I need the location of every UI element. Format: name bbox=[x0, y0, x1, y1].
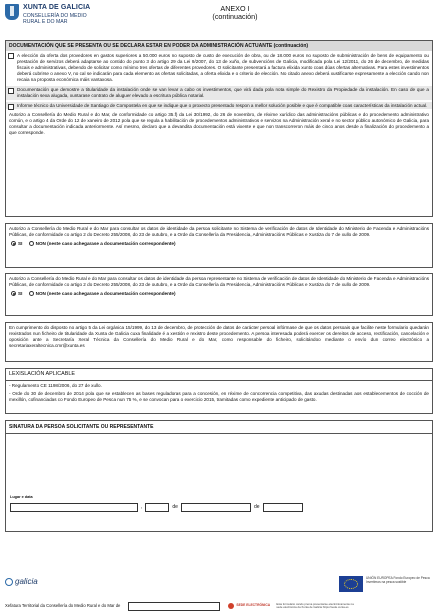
place-field[interactable] bbox=[10, 503, 138, 512]
auth-applicant-no[interactable]: NON (neste caso achegarase a documentación correspondente) bbox=[29, 241, 176, 247]
documentation-section bbox=[5, 40, 433, 217]
sede-label: SEDE ELECTRÓNICA bbox=[236, 603, 271, 608]
signature-divider bbox=[6, 433, 432, 434]
place-date-fields bbox=[10, 503, 303, 512]
doc-item-ownership-text: Documentación que demostre a titularidade da instalación onde se van levar a cabo os investimentos, que virá dada pola nota simple do Rexistro da Propiedade da instalación. En caso de que a instalación sexa alugada, xuntarase contrato de aluguer elevado a escritura pública notarial. bbox=[17, 86, 429, 98]
doc-item-ownership bbox=[6, 86, 432, 100]
radio-unselected-icon[interactable] bbox=[29, 241, 34, 246]
doc-item-offers-text: A elección da oferta dos provedores en gastos superiores a 50.000 euros no suposto de custo de execución de obra, ou de 18.000 euros no suposto de subministración de bens de equipamento ou prestación de servizos deberá adaptarse ao contido do punto 3 do artigo 29 da Lei 9/2007, do 13 de xuño, de subvencións de Galicia, modificada pola Lei 12/2011, do 26 de decembro, de medidas fiscais e administrativas, debendo de solicitar como mínimo tres ofertas de diferentes provedores. O solicitante presentará a factura elixida xunto coas dúas ofertas alternativas. Para estes investimentos deberá cubrirse o anexo V, no cal se indicarán para cada elemento as ofertas solicitadas, a oferta elixida e o criterio de elección. No citado anexo deberá xustificarse expresamente a elección cando non recaia na proposta económica máis vantaxosa. bbox=[17, 53, 429, 82]
dept-field[interactable] bbox=[128, 602, 220, 611]
legislation-section bbox=[5, 368, 433, 414]
legislation-title: LEXISLACIÓN APLICABLE bbox=[6, 369, 432, 380]
doc-checkbox-offers[interactable] bbox=[8, 53, 14, 59]
page-header bbox=[5, 4, 434, 32]
eu-flag-icon bbox=[339, 576, 363, 592]
place-separator: , bbox=[141, 504, 143, 511]
auth-representative-no[interactable]: NON (neste caso achegarase a documentación correspondente) bbox=[29, 291, 176, 297]
legislation-item-order: - Orde do 30 de decembro de 2014 pola que se establecen as bases reguladoras para a concesión, en réxime de concorrencia competitiva, das axudas destinadas aos establecementos de cocción de mexillón, cofinanciadas co Fondo Europeo de Pesca nun 75 %, e se convocan para o exercicio 2015, tramitadas como expediente anticipado de gasto. bbox=[9, 390, 429, 402]
auth-representative-text: Autorizo a Consellería do Medio Rural e do Mar para consultar os datos de identidade da persoa representante no Sistema de verificación de datos de Identidade do Ministerio de Facenda e Administracións Públicas, de conformidade co artigo 2 do Decreto 255/2008, do 23 de outubro, e a Orde da Consellería da Presidencia, Administracións Públicas e Xustiza do 7 de xullo de 2009. bbox=[9, 276, 429, 287]
galicia-mark-icon bbox=[5, 578, 13, 586]
signature-title: SINATURA DA PERSOA SOLICITANTE OU REPRESENTANTE bbox=[9, 424, 154, 430]
doc-consult-note: Autorizo a Consellería do Medio Rural e do Mar, de conformidade co artigo 35.f) da Lei 30/1992, do 26 de novembro, de réxime xurídico das administracións públicas e do procedemento administrativo común, e o artigo 4 da Orde do 12 de xaneiro de 2012 pola que se regula a habilitación de procedementos administrativos e servizos na Administración xeral e no sector público autonómico de Galicia, para consultar a documentación indicada anteriormente. Así mesmo, declaro que a devandita documentación está vixente e que non transcorreron máis de cinco anos desde a finalización do procedemento a que corresponde. bbox=[9, 112, 429, 136]
day-separator: de bbox=[172, 504, 178, 511]
radio-unselected-icon[interactable] bbox=[29, 291, 34, 296]
month-field[interactable] bbox=[181, 503, 251, 512]
privacy-section bbox=[5, 322, 433, 362]
xunta-logo bbox=[5, 4, 115, 32]
radio-selected-icon[interactable] bbox=[11, 291, 16, 296]
galicia-brand: galicia bbox=[15, 577, 38, 586]
annex-title: ANEXO I bbox=[220, 4, 250, 13]
auth-applicant-text: Autorizo a Consellería do Medio Rural e do Mar para consultar os datos de identidade da persoa solicitante no Sistema de verificación de datos de Identidade do Ministerio de Facenda e Administracións Públicas, de conformidade co artigo 2 do Decreto 255/2008, do 23 de outubro, e a Orde da Consellería da Presidencia, Administracións Públicas e Xustiza do 7 de xullo de 2009. bbox=[9, 226, 429, 237]
doc-item-report-text: Informe técnico da Universidade de Santiago de Compostela en que se indique que o proxecto presentado respon a mellor solución posible e que é compatible coas características da instalación actual. bbox=[17, 102, 428, 108]
annex-heading bbox=[165, 5, 305, 22]
day-field[interactable] bbox=[145, 503, 169, 512]
auth-applicant-options bbox=[6, 239, 432, 251]
year-field[interactable] bbox=[263, 503, 303, 512]
xunta-shield-icon bbox=[5, 4, 19, 20]
eu-fund-text: UNIÓN EUROPEA Fondo Europeo de Pesca Invertimos na pesca sostible bbox=[366, 576, 430, 584]
signature-section bbox=[5, 420, 433, 532]
footer-bottom-line bbox=[5, 601, 434, 611]
auth-representative-yes[interactable]: SI bbox=[11, 291, 22, 297]
eu-stars-icon bbox=[344, 579, 358, 589]
doc-item-offers bbox=[6, 51, 432, 83]
privacy-text: En cumprimento do disposto no artigo 5 da Lei orgánica 15/1999, do 13 de decembro, de protección de datos de carácter persoal infórmase de que os datos persoais que facilite neste formulario quedarán rexistrados nun ficheiro de titularidade da Xunta de Galicia cuxa finalidade é a xestión e rexistro deste procedemento. A persoa interesada poderá exercer os dereitos de acceso, rectificación, cancelación e oposición ante a Secretaría Xeral Técnica da Consellería do Medio Rural e do Mar, como responsable do ficheiro, solicitándoo mediante o envío dun correo electrónico a secretariaxeraltecnica.cmr@xunta.es bbox=[9, 325, 429, 348]
sede-note: Esta formulario cando prema presentarse electrónicamente na sede electrónica da Xunta de Galicia https://sede.xunta.es bbox=[276, 601, 354, 609]
doc-checkbox-ownership[interactable] bbox=[8, 88, 14, 94]
month-separator: de bbox=[253, 504, 260, 511]
auth-representative-section bbox=[5, 273, 433, 316]
org-subtitle: CONSELLERÍA DO MEDIO RURAL E DO MAR bbox=[23, 13, 87, 26]
legislation-item-regulation: - Regulamento CE 1198/2006, do 27 de xullo. bbox=[9, 382, 102, 388]
documentation-title: DOCUMENTACIÓN QUE SE PRESENTA OU SE DECLARA ESTAR EN PODER DA ADMINISTRACIÓN ACTUANTE (continuación) bbox=[6, 41, 432, 51]
radio-selected-icon[interactable] bbox=[11, 241, 16, 246]
annex-subtitle: (continuación) bbox=[212, 12, 258, 22]
dept-label: Xefatura Territorial da Consellería do Medio Rural e do Mar de bbox=[5, 603, 121, 609]
auth-representative-options bbox=[6, 289, 432, 301]
sede-logo-icon bbox=[228, 603, 234, 609]
auth-applicant-yes[interactable]: SI bbox=[11, 241, 22, 247]
place-date-label: Lugar e data bbox=[10, 495, 33, 499]
org-title: XUNTA DE GALICIA bbox=[23, 4, 91, 11]
footer-logos bbox=[5, 574, 434, 594]
doc-checkbox-report[interactable] bbox=[8, 104, 14, 110]
auth-applicant-section bbox=[5, 223, 433, 268]
doc-item-report bbox=[6, 102, 432, 110]
